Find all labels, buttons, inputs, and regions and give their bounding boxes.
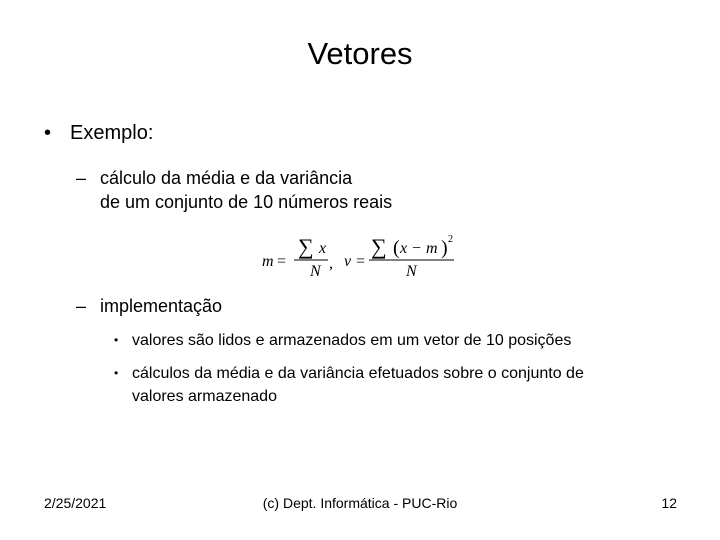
dash-marker: –: [76, 296, 87, 316]
formula-eq2: =: [356, 253, 366, 270]
formula-x1: x: [319, 240, 327, 257]
footer-page-number: 12: [661, 495, 677, 511]
formula-minus: −: [412, 240, 422, 257]
sub-bullet-line2: de um conjunto de 10 números reais: [100, 192, 393, 212]
bullet-marker: •: [44, 122, 52, 144]
formula-comma: ,: [329, 255, 333, 272]
formula-v: v: [344, 253, 352, 270]
list-item-line2: valores armazenado: [132, 388, 277, 405]
formula-x2: x: [400, 240, 408, 257]
formula-sum2: ∑: [371, 234, 387, 259]
formula-eq1: =: [277, 253, 287, 270]
bullet-marker: •: [114, 366, 119, 380]
bullet-text: Exemplo:: [70, 122, 154, 144]
list-item-line1: valores são lidos e armazenados em um vetor de 10 posições: [132, 332, 572, 349]
formula-n1: N: [310, 263, 321, 280]
sub-bullet-line1: cálculo da média e da variância: [100, 168, 353, 188]
formula-paren-close: ): [441, 237, 448, 259]
bullet-marker: •: [114, 333, 119, 347]
dash-marker: –: [76, 168, 87, 188]
formula-m2: m: [426, 240, 438, 257]
formula-m: m: [262, 253, 274, 270]
formula-exponent: 2: [448, 234, 453, 245]
sub-bullet-text: implementação: [100, 296, 223, 316]
formula-sum1: ∑: [298, 234, 314, 259]
formula-n2: N: [406, 263, 417, 280]
formula-paren-open: (: [393, 237, 400, 259]
footer-credit: (c) Dept. Informática - PUC-Rio: [262, 495, 458, 511]
formula-mean-variance: [258, 228, 458, 286]
list-item-line1: cálculos da média e da variância efetuados sobre o conjunto de: [132, 365, 584, 382]
footer-date: 2/25/2021: [44, 495, 107, 511]
slide-title: Vetores: [307, 36, 413, 71]
